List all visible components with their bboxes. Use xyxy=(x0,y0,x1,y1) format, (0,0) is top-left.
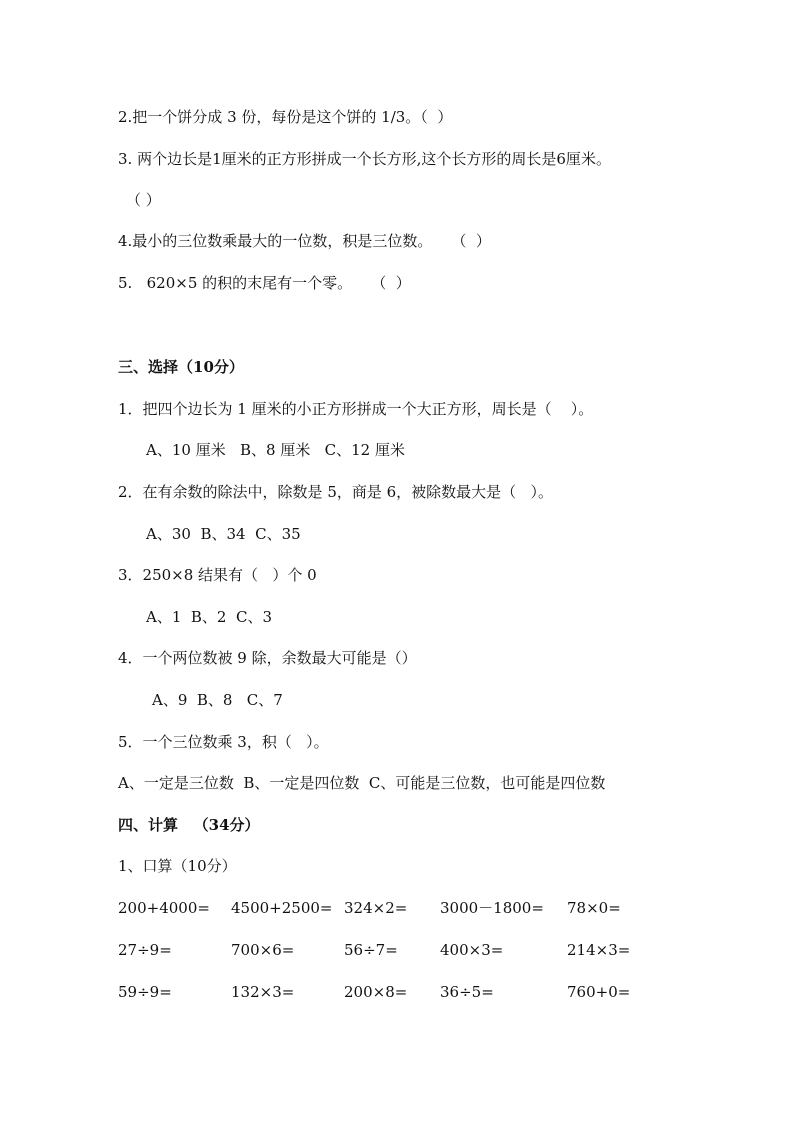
choice-question-2-options: A、30 B、34 C、35 xyxy=(146,525,301,543)
calc-cell: 78×0= xyxy=(567,899,621,917)
choice-question-3: 3．250×8 结果有（ ）个 0 xyxy=(118,566,317,584)
choice-question-3-options: A、1 B、2 C、3 xyxy=(146,608,273,626)
calc-cell: 214×3= xyxy=(567,941,631,959)
calc-subheading-oral: 1、口算（10分） xyxy=(118,857,237,875)
calc-cell: 200+4000= xyxy=(118,899,210,917)
calc-cell: 59÷9= xyxy=(118,983,172,1001)
choice-question-5-options: A、一定是三位数 B、一定是四位数 C、可能是三位数，也可能是四位数 xyxy=(118,774,606,792)
calc-cell: 200×8= xyxy=(344,983,408,1001)
choice-question-5: 5．一个三位数乘 3，积（ ）。 xyxy=(118,733,329,751)
judgement-item-2: 2.把一个饼分成 3 份，每份是这个饼的 1/3。（ ） xyxy=(118,108,453,126)
choice-question-4: 4．一个两位数被 9 除，余数最大可能是（） xyxy=(118,649,417,667)
choice-question-2: 2．在有余数的除法中，除数是 5，商是 6，被除数最大是（ ）。 xyxy=(118,483,553,501)
judgement-item-3-bracket: （ ） xyxy=(126,191,161,209)
calc-cell: 27÷9= xyxy=(118,941,172,959)
choice-question-1: 1．把四个边长为 1 厘米的小正方形拼成一个大正方形，周长是（ ）。 xyxy=(118,400,594,418)
calc-cell: 56÷7= xyxy=(344,941,398,959)
calc-cell: 36÷5= xyxy=(440,983,494,1001)
calc-cell: 760+0= xyxy=(567,983,631,1001)
calc-cell: 3000－1800= xyxy=(440,899,544,917)
choice-question-4-options: A、9 B、8 C、7 xyxy=(152,691,283,709)
judgement-item-5: 5. 620×5 的积的末尾有一个零。 （ ） xyxy=(118,274,411,292)
calc-cell: 132×3= xyxy=(231,983,295,1001)
section-calc-heading: 四、计算 （34分） xyxy=(118,816,260,834)
calc-cell: 700×6= xyxy=(231,941,295,959)
calc-cell: 400×3= xyxy=(440,941,504,959)
section-choice-heading: 三、选择（10分） xyxy=(118,358,244,376)
calc-cell: 4500+2500= xyxy=(231,899,333,917)
calc-cell: 324×2= xyxy=(344,899,408,917)
choice-question-1-options: A、10 厘米 B、8 厘米 C、12 厘米 xyxy=(146,441,405,459)
judgement-item-3: 3. 两个边长是1厘米的正方形拼成一个长方形,这个长方形的周长是6厘米。 xyxy=(118,150,611,168)
judgement-item-4: 4.最小的三位数乘最大的一位数，积是三位数。 （ ） xyxy=(118,232,491,250)
